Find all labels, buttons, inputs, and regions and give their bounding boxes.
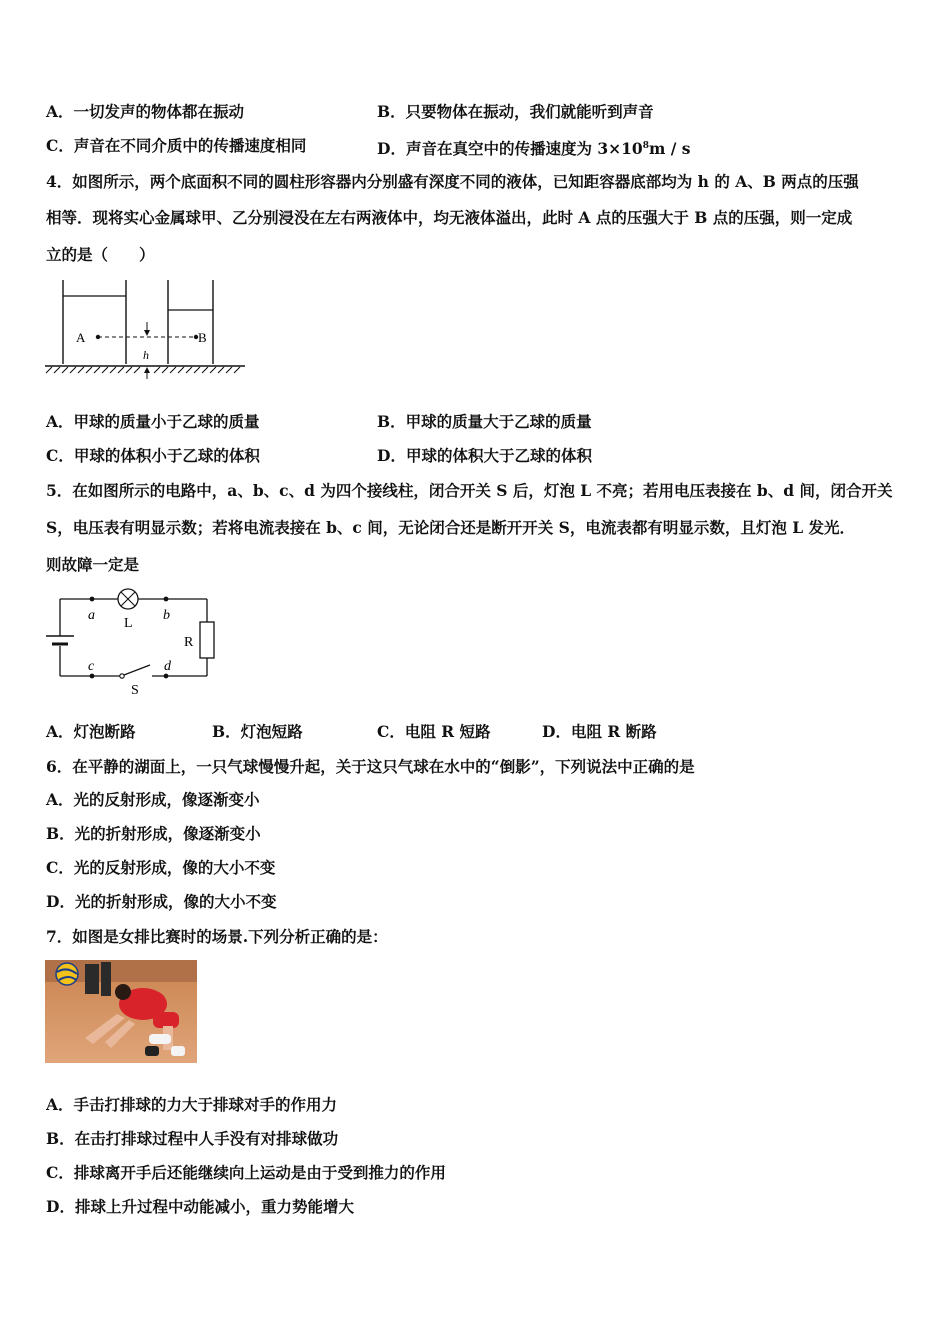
q3-option-c: C．声音在不同介质中的传播速度相同 bbox=[46, 136, 307, 155]
q4-stem-line-3: 立的是（ ） bbox=[46, 245, 155, 264]
q3-option-a: A．一切发声的物体都在振动 bbox=[46, 102, 245, 121]
q5-stem-line-2: S，电压表有明显示数；若将电流表接在 b、c 间，无论闭合还是断开开关 S，电流表都有明显示数，且灯泡 L 发光． bbox=[46, 518, 856, 537]
q5-option-a: A．灯泡断路 bbox=[46, 722, 136, 741]
q7-option-a: A．手击打排球的力大于排球对手的作用力 bbox=[46, 1095, 338, 1114]
q6-option-d: D．光的折射形成，像的大小不变 bbox=[46, 892, 277, 911]
lamp-label: L bbox=[124, 616, 133, 631]
resistor-icon bbox=[200, 622, 214, 658]
q5-stem-line-3: 则故障一定是 bbox=[46, 555, 140, 574]
q6-option-b: B．光的折射形成，像逐渐变小 bbox=[46, 824, 261, 843]
q4-stem-line-1: 4．如图所示，两个底面积不同的圆柱形容器内分别盛有深度不同的液体，已知距容器底部均为 h 的 A、B 两点的压强 bbox=[46, 172, 859, 191]
q7-option-c: C．排球离开手后还能继续向上运动是由于受到推力的作用 bbox=[46, 1163, 446, 1182]
label-a: A bbox=[76, 330, 86, 345]
q7-stem: 7．如图是女排比赛时的场景.下列分析正确的是： bbox=[46, 927, 388, 946]
q4-option-b: B．甲球的质量大于乙球的质量 bbox=[377, 412, 592, 431]
q3-option-d: D．声音在真空中的传播速度为 $3\times 10^8m / s$ bbox=[377, 139, 691, 159]
q5-option-b: B．灯泡短路 bbox=[212, 722, 303, 741]
q7-option-b: B．在击打排球过程中人手没有对排球做功 bbox=[46, 1129, 339, 1148]
q3-option-b: B．只要物体在振动，我们就能听到声音 bbox=[377, 102, 654, 121]
q6-option-c: C．光的反射形成，像的大小不变 bbox=[46, 858, 276, 877]
terminal-d-label: d bbox=[164, 659, 171, 674]
label-b: B bbox=[198, 330, 207, 345]
volleyball-photo bbox=[45, 960, 197, 1063]
resistor-label: R bbox=[184, 635, 194, 650]
q6-option-a: A．光的反射形成，像逐渐变小 bbox=[46, 790, 260, 809]
switch-label: S bbox=[131, 683, 139, 698]
q4-containers-figure bbox=[40, 278, 250, 382]
q4-option-d: D．甲球的体积大于乙球的体积 bbox=[377, 446, 592, 465]
q6-stem: 6．在平静的湖面上，一只气球慢慢升起，关于这只气球在水中的“倒影”，下列说法中正确的是 bbox=[46, 757, 695, 776]
q4-stem-line-2: 相等．现将实心金属球甲、乙分别浸没在左右两液体中，均无液体溢出，此时 A 点的压强大于 B 点的压强，则一定成 bbox=[46, 208, 853, 227]
q7-option-d: D．排球上升过程中动能减小，重力势能增大 bbox=[46, 1197, 354, 1216]
terminal-b-label: b bbox=[163, 608, 170, 623]
q5-option-d: D．电阻 R 断路 bbox=[542, 722, 657, 741]
volleyball-icon bbox=[56, 963, 78, 985]
q5-circuit-figure bbox=[42, 586, 220, 698]
terminal-c-label: c bbox=[88, 659, 95, 674]
q5-stem-line-1: 5．在如图所示的电路中，a、b、c、d 为四个接线柱，闭合开关 S 后，灯泡 L 不亮；若用电压表接在 b、d 间，闭合开关 bbox=[46, 481, 893, 500]
q4-option-c: C．甲球的体积小于乙球的体积 bbox=[46, 446, 260, 465]
point-a-dot bbox=[96, 335, 100, 339]
label-h: h bbox=[143, 348, 149, 362]
q5-option-c: C．电阻 R 短路 bbox=[377, 722, 491, 741]
terminal-a-label: a bbox=[88, 608, 95, 623]
q4-option-a: A．甲球的质量小于乙球的质量 bbox=[46, 412, 260, 431]
